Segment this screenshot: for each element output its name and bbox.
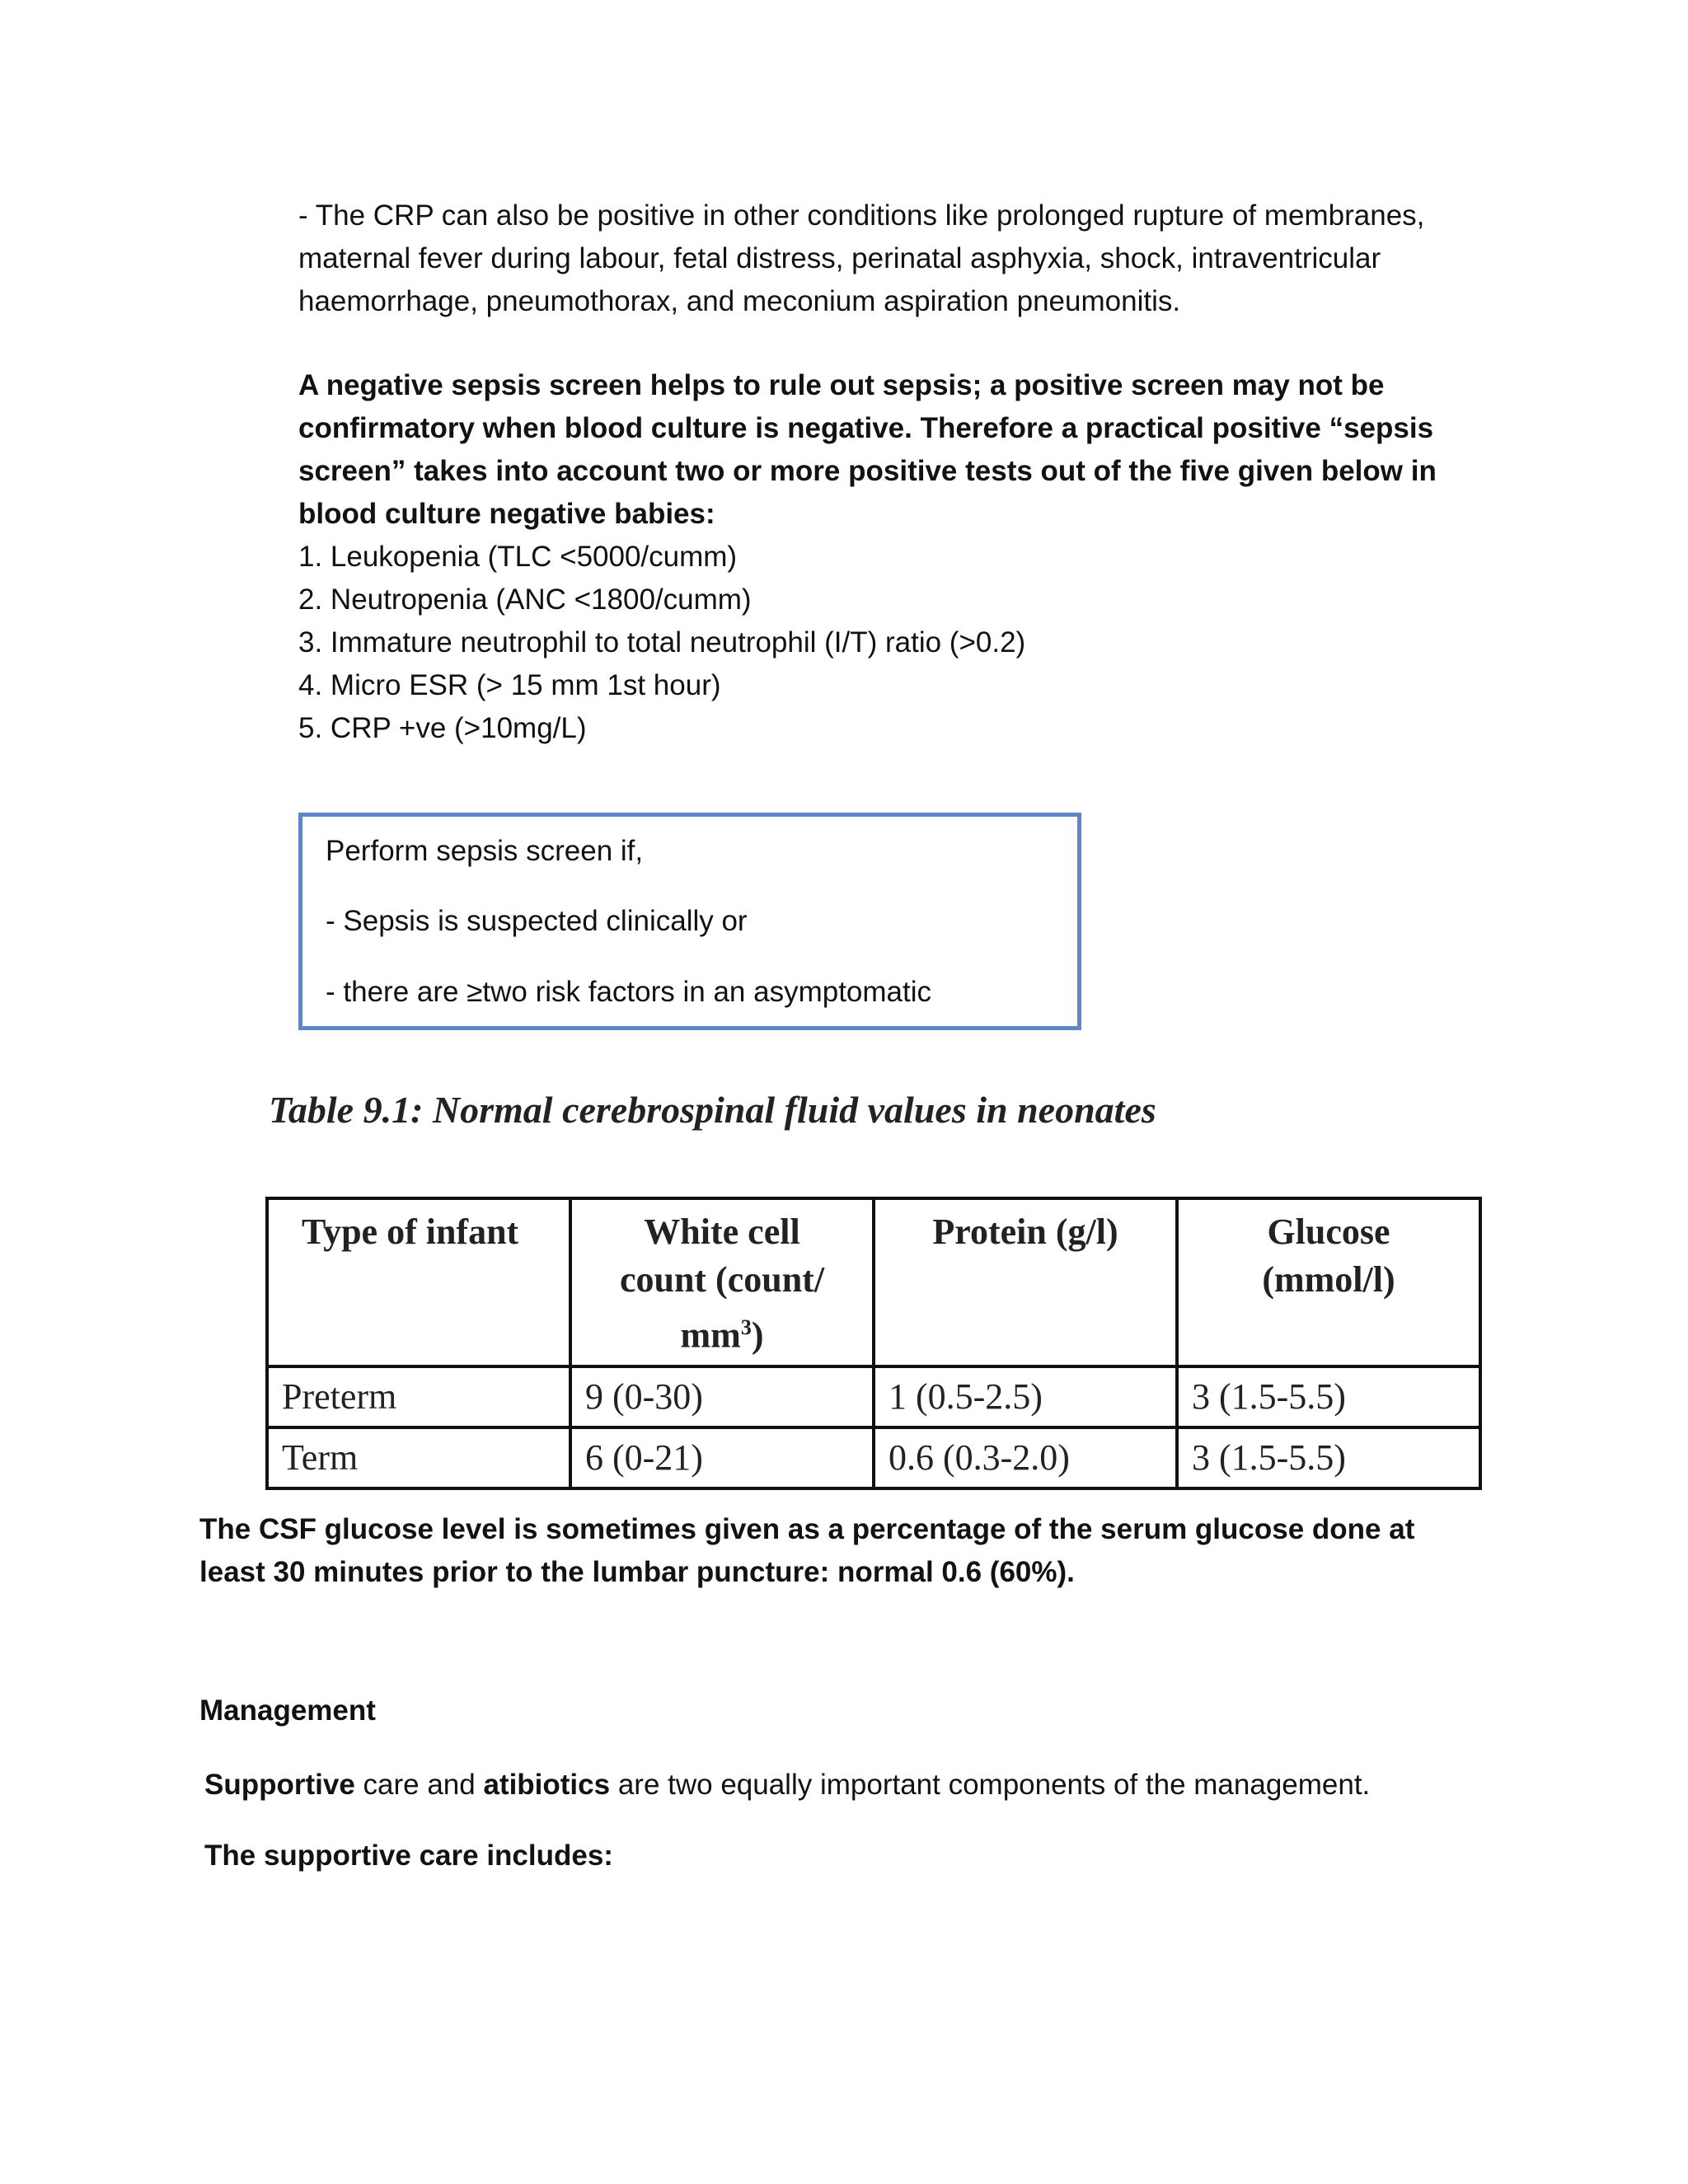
- inline-text: are two equally important components of the management.: [610, 1769, 1371, 1801]
- sepsis-screen-callout-box: [298, 813, 1081, 1030]
- table-cell: 3 (1.5-5.5): [1177, 1427, 1480, 1488]
- table-header-cell: White cell count (count/ $mm^3$): [570, 1198, 874, 1366]
- table-row: [267, 1366, 1480, 1427]
- supportive-care-heading: The supportive care includes:: [204, 1840, 613, 1872]
- management-heading: Management: [199, 1694, 376, 1727]
- list-item: 3. Immature neutrophil to total neutrophil (I/T) ratio (>0.2): [298, 626, 1026, 658]
- sepsis-screen-paragraph: A negative sepsis screen helps to rule out sepsis; a positive screen may not be confirmatory when blood culture is negative. Therefore a practical positive “sepsis screen” takes into account two or more positive tests out of the five given below in blood culture negative babies:: [298, 369, 1437, 530]
- list-item: 5. CRP +ve (>10mg/L): [298, 712, 587, 744]
- list-item: 1. Leukopenia (TLC <5000/cumm): [298, 541, 738, 573]
- callout-line: - there are ≥two risk factors in an asymptomatic: [326, 976, 932, 1008]
- table-header-cell: Type of infant: [267, 1198, 570, 1366]
- table-cell: 0.6 (0.3-2.0): [874, 1427, 1177, 1488]
- table-header-row: [267, 1198, 1480, 1366]
- table-row: [267, 1427, 1480, 1488]
- table-cell: Term: [267, 1427, 570, 1488]
- callout-line: Perform sepsis screen if,: [326, 835, 644, 867]
- callout-line: - Sepsis is suspected clinically or: [326, 905, 748, 937]
- table-cell: Preterm: [267, 1366, 570, 1427]
- management-paragraph: [204, 1764, 1441, 1807]
- bold-term: Supportive: [204, 1769, 355, 1801]
- crp-paragraph: - The CRP can also be positive in other conditions like prolonged rupture of membranes, maternal fever during labour, fetal distress, perinatal asphyxia, shock, intraventricular haemorrhage, pneumothorax, and meconium aspiration pneumonitis.: [298, 199, 1425, 317]
- table-title: Table 9.1: Normal cerebrospinal fluid values in neonates: [269, 1089, 1156, 1131]
- csf-glucose-paragraph: The CSF glucose level is sometimes given as a percentage of the serum glucose done at least 30 minutes prior to the lumbar puncture: normal 0.6 (60%).: [199, 1513, 1415, 1588]
- table-cell: 6 (0-21): [570, 1427, 874, 1488]
- inline-text: care and: [354, 1769, 484, 1801]
- csf-values-table: [265, 1197, 1482, 1490]
- bold-term: atibiotics: [483, 1769, 611, 1801]
- list-item: 4. Micro ESR (> 15 mm 1st hour): [298, 669, 721, 701]
- list-item: 2. Neutropenia (ANC <1800/cumm): [298, 583, 752, 616]
- table-header-cell: Glucose (mmol/l): [1177, 1198, 1480, 1366]
- table-cell: 9 (0-30): [570, 1366, 874, 1427]
- table-cell: 1 (0.5-2.5): [874, 1366, 1177, 1427]
- sepsis-screen-list: [298, 536, 1025, 750]
- table-cell: 3 (1.5-5.5): [1177, 1366, 1480, 1427]
- table-header-cell: Protein (g/l): [874, 1198, 1177, 1366]
